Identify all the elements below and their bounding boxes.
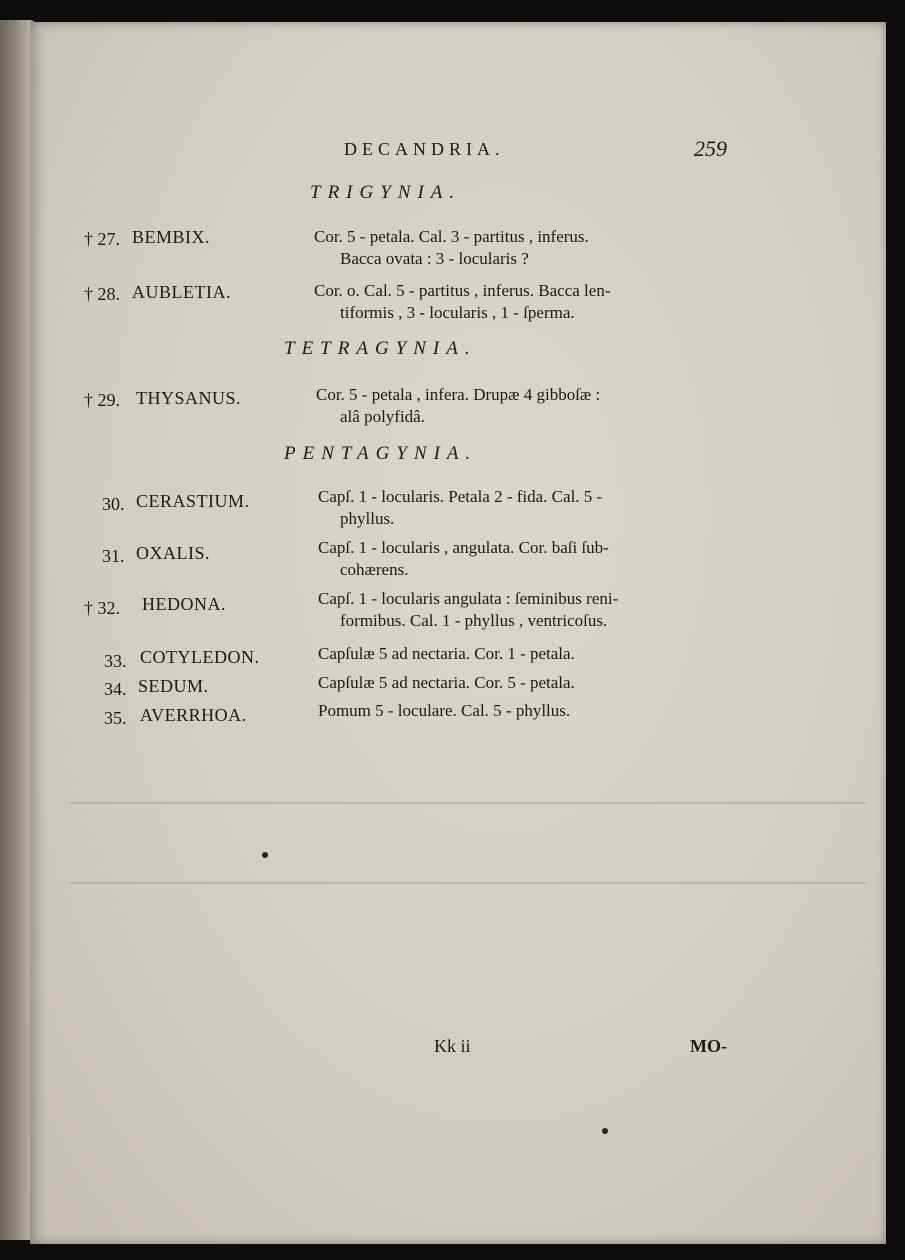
entry-description-line: cohærens. bbox=[340, 560, 409, 579]
genus-name: OXALIS. bbox=[136, 543, 210, 563]
section-title: TRIGYNIA. bbox=[310, 182, 462, 203]
entry-description-line: Cor. 5 - petala. Cal. 3 - partitus , inferus. bbox=[314, 227, 589, 246]
entry-number: † 28. bbox=[84, 284, 120, 304]
entry-description-line: Capſulæ 5 ad nectaria. Cor. 5 - petala. bbox=[318, 673, 575, 692]
entry-description-line: tiformis , 3 - locularis , 1 - ſperma. bbox=[340, 303, 575, 322]
entry-number: † 32. bbox=[84, 598, 120, 618]
entry-number: 30. bbox=[102, 494, 125, 514]
book-page bbox=[30, 22, 886, 1244]
page-crease bbox=[70, 882, 866, 884]
entry-description-line: Pomum 5 - loculare. Cal. 5 - phyllus. bbox=[318, 701, 571, 720]
entry-description-line: phyllus. bbox=[340, 509, 395, 528]
entry-description-line: Capſ. 1 - locularis , angulata. Cor. baſi ſub- bbox=[318, 538, 609, 557]
entry-description-line: Capſulæ 5 ad nectaria. Cor. 1 - petala. bbox=[318, 644, 575, 663]
entry-number: 34. bbox=[104, 679, 127, 699]
entry-number: 31. bbox=[102, 546, 125, 566]
section-title: TETRAGYNIA. bbox=[284, 338, 477, 359]
running-title: DECANDRIA. bbox=[344, 139, 505, 159]
section-title: PENTAGYNIA. bbox=[284, 443, 478, 464]
signature-mark: Kk ii bbox=[434, 1036, 471, 1056]
page-crease bbox=[70, 802, 866, 804]
entry-description-line: alâ polyfidâ. bbox=[340, 407, 425, 426]
entry-description-line: Capſ. 1 - locularis angulata : ſeminibus reni- bbox=[318, 589, 619, 608]
genus-name: COTYLEDON. bbox=[140, 647, 260, 667]
ink-spot bbox=[262, 852, 268, 858]
genus-name: BEMBIX. bbox=[132, 227, 211, 247]
entry-description-line: Capſ. 1 - locularis. Petala 2 - fida. Cal. 5 - bbox=[318, 487, 603, 506]
entry-number: 35. bbox=[104, 708, 127, 728]
entry-description-line: formibus. Cal. 1 - phyllus , ventricoſus. bbox=[340, 611, 608, 630]
catchword: MO- bbox=[690, 1036, 727, 1056]
entry-number: 33. bbox=[104, 651, 127, 671]
entry-number: † 27. bbox=[84, 229, 120, 249]
page-number: 259 bbox=[694, 136, 727, 161]
genus-name: HEDONA. bbox=[142, 594, 226, 614]
genus-name: CERASTIUM. bbox=[136, 491, 250, 511]
ink-spot bbox=[602, 1128, 608, 1134]
entry-description-line: Cor. o. Cal. 5 - partitus , inferus. Bacca len- bbox=[314, 281, 611, 300]
entry-description-line: Bacca ovata : 3 - locularis ? bbox=[340, 249, 529, 268]
genus-name: SEDUM. bbox=[138, 676, 209, 696]
genus-name: THYSANUS. bbox=[136, 388, 242, 408]
entry-description-line: Cor. 5 - petala , infera. Drupæ 4 gibboſæ : bbox=[316, 385, 601, 404]
genus-name: AVERRHOA. bbox=[140, 705, 247, 725]
genus-name: AUBLETIA. bbox=[132, 282, 231, 302]
entry-number: † 29. bbox=[84, 390, 120, 410]
